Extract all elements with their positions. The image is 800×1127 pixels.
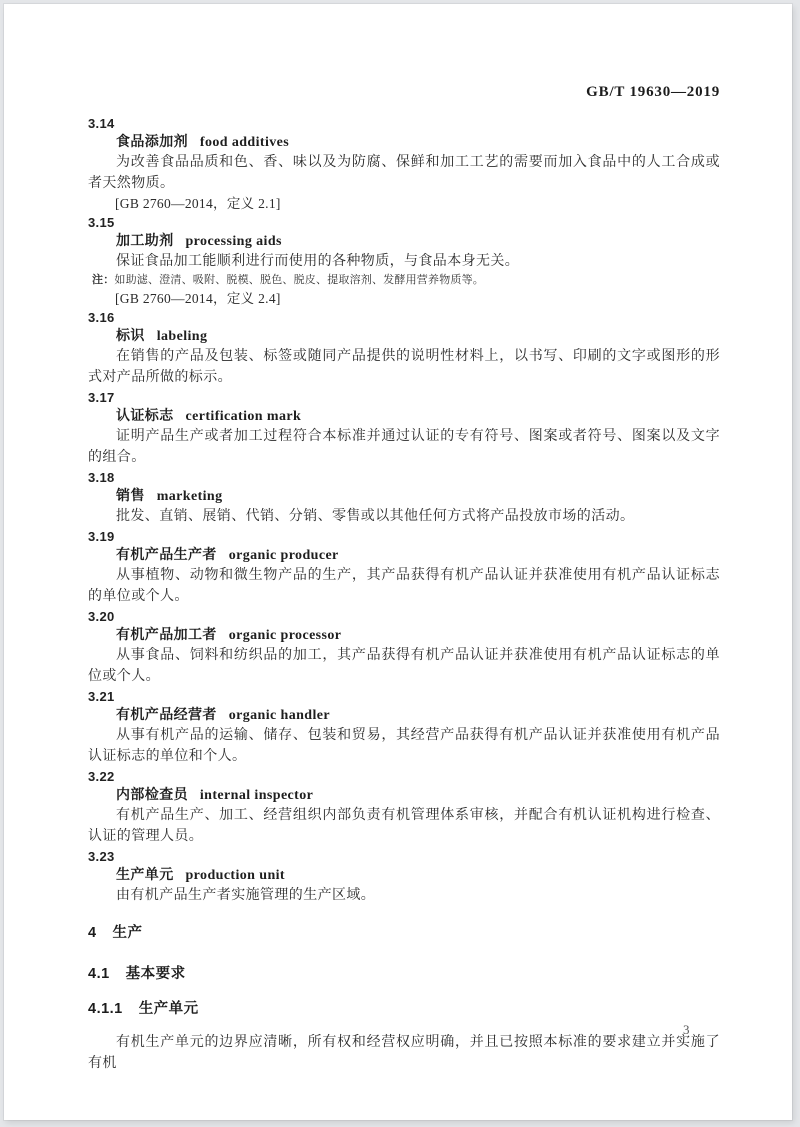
definition-text: 保证食品加工能顺利进行而使用的各种物质，与食品本身无关。 — [116, 254, 520, 269]
term-chinese: 有机产品加工者 — [116, 628, 217, 643]
term-line — [88, 706, 720, 725]
definition-text: 从事植物、动物和微生物产品的生产，其产品获得有机产品认证并获准使用有机产品认证标志的单位或个人。 — [88, 568, 720, 604]
clause — [88, 388, 720, 468]
term-line — [88, 232, 720, 251]
term-line — [88, 546, 720, 565]
clause-number: 3.17 — [88, 390, 115, 405]
term-english: organic handler — [228, 708, 330, 723]
term-line — [88, 327, 720, 346]
term-chinese: 加工助剂 — [116, 234, 174, 249]
term-english: production unit — [185, 868, 285, 883]
clause — [88, 114, 720, 213]
section-headings — [88, 923, 720, 1019]
term-line — [88, 487, 720, 506]
clause — [88, 468, 720, 527]
clause — [88, 527, 720, 607]
term-chinese: 有机产品经营者 — [116, 708, 217, 723]
term-chinese: 销售 — [116, 489, 145, 504]
clause — [88, 308, 720, 388]
section-title: 基本要求 — [125, 966, 186, 982]
clause-number: 3.15 — [88, 215, 115, 230]
definition-text: 从事有机产品的运输、储存、包装和贸易，其经营产品获得有机产品认证并获准使用有机产品认证标志的单位和个人。 — [88, 728, 720, 764]
page-number: 3 — [683, 1022, 690, 1037]
term-english: processing aids — [185, 234, 282, 249]
document-page — [4, 4, 792, 1120]
clause-number: 3.19 — [88, 529, 115, 544]
term-chinese: 认证标志 — [116, 409, 174, 424]
term-english: internal inspector — [199, 788, 314, 803]
term-line — [88, 133, 720, 152]
term-chinese: 生产单元 — [116, 868, 174, 883]
term-line — [88, 626, 720, 645]
clause-number: 3.16 — [88, 310, 115, 325]
definition-text: 证明产品生产或者加工过程符合本标准并通过认证的专有符号、图案或者符号、图案以及文字的组合。 — [88, 429, 720, 465]
clause-number: 3.18 — [88, 470, 115, 485]
clause — [88, 607, 720, 687]
clause-number: 3.21 — [88, 689, 115, 704]
term-english: labeling — [156, 329, 208, 344]
term-line — [88, 407, 720, 426]
term-chinese: 食品添加剂 — [116, 135, 188, 150]
term-chinese: 标识 — [116, 329, 145, 344]
section-number: 4.1.1 — [88, 1001, 123, 1017]
term-english: certification mark — [185, 409, 302, 424]
terms-and-definitions — [88, 114, 720, 906]
note-line — [88, 272, 720, 289]
source-reference: [GB 2760—2014，定义 2.1] — [115, 196, 281, 211]
term-line — [88, 866, 720, 885]
section-heading-4-1-1 — [88, 999, 720, 1019]
section-number: 4.1 — [88, 966, 110, 982]
section-title: 生产 — [112, 925, 143, 941]
term-chinese: 有机产品生产者 — [116, 548, 217, 563]
clause — [88, 213, 720, 308]
document-content — [88, 114, 720, 1088]
note-label: 注： — [92, 274, 115, 286]
clause-4-1-1-paragraph: 有机生产单元的边界应清晰，所有权和经营权应明确，并且已按照本标准的要求建立并实施了有机 — [88, 1035, 720, 1071]
clause — [88, 687, 720, 767]
definition-text: 批发、直销、展销、代销、分销、零售或以其他任何方式将产品投放市场的活动。 — [116, 509, 635, 524]
definition-text: 为改善食品品质和色、香、味以及为防腐、保鲜和加工工艺的需要而加入食品中的人工合成或者天然物质。 — [88, 155, 720, 191]
definition-text: 从事食品、饲料和纺织品的加工，其产品获得有机产品认证并获准使用有机产品认证标志的单位或个人。 — [88, 648, 720, 684]
clause-number: 3.14 — [88, 116, 115, 131]
definition-text: 由有机产品生产者实施管理的生产区域。 — [116, 888, 376, 903]
note-text: 如助滤、澄清、吸附、脱模、脱色、脱皮、提取溶剂、发酵用营养物质等。 — [114, 274, 485, 286]
term-chinese: 内部检查员 — [116, 788, 188, 803]
definition-text: 在销售的产品及包装、标签或随同产品提供的说明性材料上，以书写、印刷的文字或图形的形式对产品所做的标示。 — [88, 349, 720, 385]
source-reference: [GB 2760—2014，定义 2.4] — [115, 291, 281, 306]
section-heading-4 — [88, 923, 720, 943]
clause-number: 3.20 — [88, 609, 115, 624]
section-heading-4-1 — [88, 964, 720, 984]
definition-text: 有机产品生产、加工、经营组织内部负责有机管理体系审核，并配合有机认证机构进行检查、认证的管理人员。 — [88, 808, 720, 844]
section-number: 4 — [88, 925, 97, 941]
term-english: organic producer — [228, 548, 339, 563]
clause — [88, 847, 720, 906]
clause-number: 3.23 — [88, 849, 115, 864]
standard-number: GB/T 19630—2019 — [586, 84, 720, 100]
term-english: organic processor — [228, 628, 342, 643]
term-line — [88, 786, 720, 805]
term-english: food additives — [199, 135, 290, 150]
clause-number: 3.22 — [88, 769, 115, 784]
clause — [88, 767, 720, 847]
term-english: marketing — [156, 489, 223, 504]
section-title: 生产单元 — [138, 1001, 199, 1017]
